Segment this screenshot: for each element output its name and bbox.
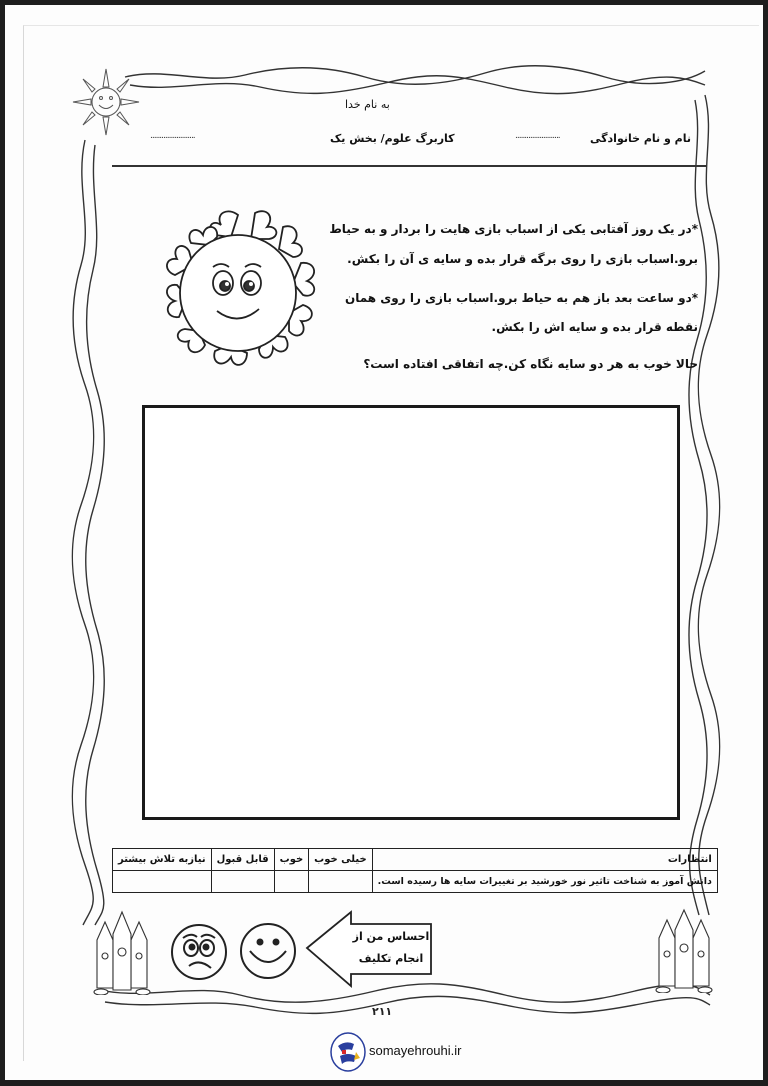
expectation-text: دانش آموز به شناخت تاثیر نور خورشید بر تغییرات سایه ها رسیده است. <box>372 871 717 893</box>
crayons-left-icon <box>87 910 157 995</box>
table-header-row <box>113 849 718 871</box>
check-cell-needs-effort[interactable] <box>113 871 212 893</box>
worksheet-title: کاربرگ علوم/ بخش یک <box>330 132 455 145</box>
name-field[interactable]: ........................ <box>515 131 560 141</box>
rating-very-good: خیلی خوب <box>309 849 373 871</box>
evaluation-table <box>112 848 718 893</box>
feelings-arrow <box>305 908 435 990</box>
name-label: نام و نام خانوادگی <box>590 132 691 145</box>
rating-good: خوب <box>274 849 309 871</box>
happy-face-icon[interactable] <box>238 921 298 981</box>
arrow-label-line-1: احساس من از <box>352 930 430 943</box>
expectations-header: انتظارات <box>372 849 717 871</box>
check-cell-good[interactable] <box>274 871 309 893</box>
check-cell-acceptable[interactable] <box>211 871 274 893</box>
worried-face-icon[interactable] <box>169 922 229 982</box>
sun-illustration-icon <box>143 205 333 377</box>
rating-acceptable: قابل قبول <box>211 849 274 871</box>
instruction-line-1: *در یک روز آفتابی یکی از اسباب بازی هایت را بردار و به حیاط <box>329 222 698 236</box>
website-link[interactable]: somayehrouhi.ir <box>369 1043 462 1058</box>
worksheet-page <box>5 5 763 1080</box>
header-divider <box>112 165 707 167</box>
check-cell-very-good[interactable] <box>309 871 373 893</box>
secondary-field[interactable]: ........................ <box>150 131 195 141</box>
drawing-area[interactable] <box>142 405 680 820</box>
table-row <box>113 871 718 893</box>
page-number: ۲۱۱ <box>372 1005 393 1018</box>
instruction-line-3: *دو ساعت بعد باز هم به حیاط برو.اسباب بازی را روی همان <box>345 291 698 305</box>
site-logo-icon[interactable] <box>328 1032 368 1072</box>
instruction-line-4: نقطه قرار بده و سایه اش را بکش. <box>491 320 698 334</box>
crayons-right-icon <box>653 908 715 993</box>
arrow-label-line-2: انجام تکلیف <box>358 952 424 965</box>
bismillah-heading: به نام خدا <box>345 98 390 111</box>
instruction-line-2: برو.اسباب بازی را روی برگه قرار بده و سایه ی آن را بکش. <box>347 252 698 266</box>
rating-needs-effort: نیازبه تلاش بیشتر <box>113 849 212 871</box>
small-sun-icon <box>71 67 141 137</box>
instruction-question: حالا خوب به هر دو سایه نگاه کن.چه اتفاقی افتاده است؟ <box>363 357 698 371</box>
